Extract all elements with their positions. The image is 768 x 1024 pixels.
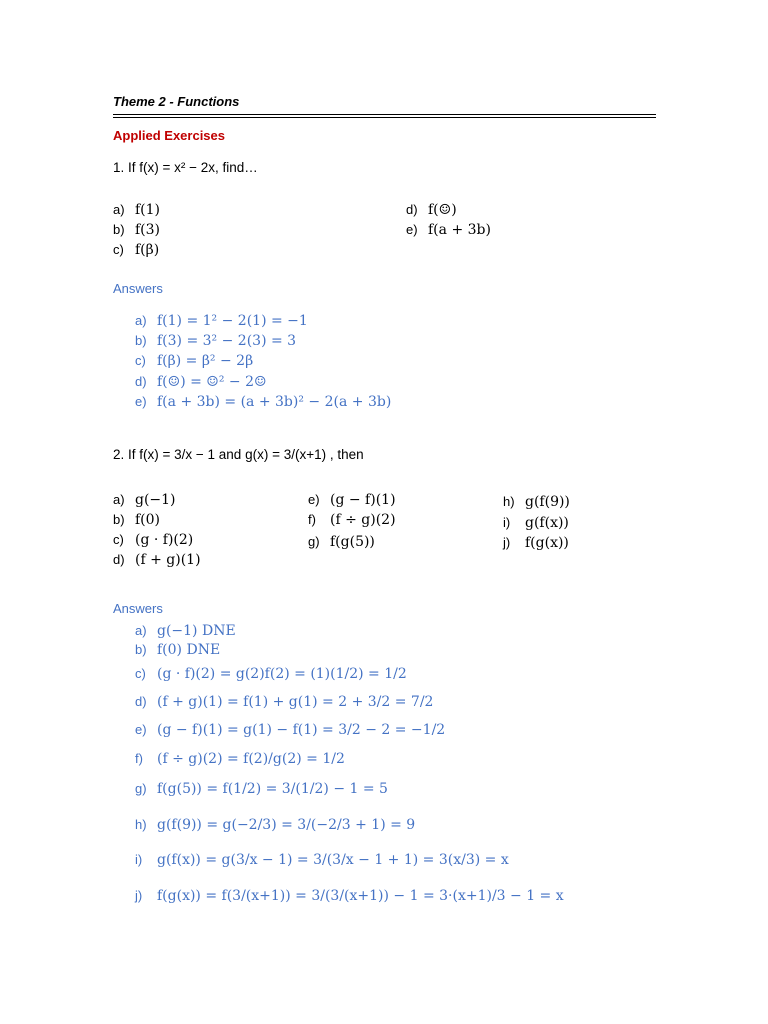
q1-answer-d [135, 373, 267, 390]
q1-part-b [113, 221, 160, 238]
title-rule-bottom [113, 117, 656, 118]
part-label: h) [503, 494, 515, 509]
answer-expr: (f ÷ g)(2) = f(2)/g(2) = 1/2 [157, 751, 345, 767]
part-expr: f(☺) [428, 202, 457, 218]
answer-label: e) [135, 394, 147, 409]
q2-answer-f [135, 750, 345, 767]
answer-label: a) [135, 623, 147, 638]
q2-part-h [503, 493, 570, 510]
part-label: c) [113, 242, 124, 257]
part-label: d) [406, 202, 418, 217]
q2-answer-i [135, 851, 509, 868]
part-expr: (f ÷ g)(2) [330, 512, 396, 528]
answer-label: g) [135, 781, 147, 796]
q2-part-a [113, 491, 176, 508]
answer-expr: (f + g)(1) = f(1) + g(1) = 2 + 3/2 = 7/2 [157, 694, 434, 710]
part-expr: f(0) [135, 512, 161, 528]
answer-label: c) [135, 353, 146, 368]
q2-part-d [113, 551, 201, 568]
part-label: a) [113, 202, 125, 217]
part-label: c) [113, 532, 124, 547]
answer-label: e) [135, 722, 147, 737]
part-expr: g(f(9)) [525, 494, 570, 510]
answer-expr: f(g(5)) = f(1/2) = 3/(1/2) − 1 = 5 [157, 781, 388, 797]
question-2-prompt: 2. If f(x) = 3/x − 1 and g(x) = 3/(x+1) , then [113, 447, 364, 462]
part-expr: f(g(x)) [525, 535, 569, 551]
q2-answer-d [135, 693, 433, 710]
q2-answer-c [135, 665, 407, 682]
answer-label: c) [135, 666, 146, 681]
part-label: i) [503, 515, 511, 530]
answer-expr: f(β) = β² − 2β [157, 353, 254, 369]
answer-expr: f(1) = 1² − 2(1) = −1 [157, 313, 308, 329]
section-heading: Applied Exercises [113, 128, 225, 143]
q1-answer-c [135, 352, 253, 369]
answer-label: b) [135, 333, 147, 348]
part-label: d) [113, 552, 125, 567]
answer-expr: f(0) DNE [157, 642, 221, 658]
answer-label: h) [135, 817, 147, 832]
answer-expr: f(3) = 3² − 2(3) = 3 [157, 333, 297, 349]
answer-expr: f(a + 3b) = (a + 3b)² − 2(a + 3b) [157, 394, 392, 410]
q2-answer-h [135, 816, 415, 833]
part-label: b) [113, 222, 125, 237]
part-expr: f(1) [135, 202, 161, 218]
part-expr: f(β) [135, 242, 160, 258]
q2-part-j [503, 534, 569, 551]
q2-part-c [113, 531, 193, 548]
part-expr: (g · f)(2) [135, 532, 194, 548]
q2-answer-e [135, 721, 445, 738]
part-label: a) [113, 492, 125, 507]
q1-answer-b [135, 332, 296, 349]
q1-part-c [113, 241, 159, 258]
q2-answer-j [135, 887, 564, 904]
part-expr: f(g(5)) [330, 534, 375, 550]
q1-answer-a [135, 312, 308, 329]
answer-expr: f(☺) = ☺² − 2☺ [157, 374, 267, 390]
q2-part-i [503, 514, 569, 531]
q2-part-e [308, 491, 396, 508]
question-1-prompt: 1. If f(x) = x² − 2x, find… [113, 160, 258, 175]
q1-answer-e [135, 393, 391, 410]
part-label: e) [308, 492, 320, 507]
q2-answer-g [135, 780, 388, 797]
answer-label: d) [135, 374, 147, 389]
q1-part-a [113, 201, 160, 218]
part-label: j) [503, 535, 511, 550]
answer-label: a) [135, 313, 147, 328]
part-label: e) [406, 222, 418, 237]
q1-part-d [406, 201, 457, 218]
answer-expr: g(f(x)) = g(3/x − 1) = 3/(3/x − 1 + 1) = 3(x/3) = x [157, 852, 509, 868]
q2-answer-b [135, 641, 220, 658]
answer-expr: g(f(9)) = g(−2/3) = 3/(−2/3 + 1) = 9 [157, 817, 416, 833]
part-expr: f(3) [135, 222, 161, 238]
q2-part-b [113, 511, 160, 528]
part-label: g) [308, 534, 320, 549]
answer-label: f) [135, 751, 143, 766]
part-expr: g(f(x)) [525, 515, 569, 531]
answer-expr: f(g(x)) = f(3/(x+1)) = 3/(3/(x+1)) − 1 = 3·(x+1)/3 − 1 = x [157, 888, 564, 904]
part-expr: (g − f)(1) [330, 492, 396, 508]
answer-expr: g(−1) DNE [157, 623, 236, 639]
q2-answer-a [135, 622, 236, 639]
answer-expr: (g − f)(1) = g(1) − f(1) = 3/2 − 2 = −1/2 [157, 722, 446, 738]
answer-label: d) [135, 694, 147, 709]
answer-label: b) [135, 642, 147, 657]
answer-label: j) [135, 888, 143, 903]
answer-expr: (g · f)(2) = g(2)f(2) = (1)(1/2) = 1/2 [157, 666, 407, 682]
q1-answers-heading: Answers [113, 281, 163, 296]
title-rule-top [113, 114, 656, 115]
page-title: Theme 2 - Functions [113, 94, 240, 109]
part-label: f) [308, 512, 316, 527]
q2-part-g [308, 533, 375, 550]
part-expr: (f + g)(1) [135, 552, 201, 568]
q2-answers-heading: Answers [113, 601, 163, 616]
part-label: b) [113, 512, 125, 527]
part-expr: g(−1) [135, 492, 176, 508]
answer-label: i) [135, 852, 143, 867]
q2-part-f [308, 511, 396, 528]
part-expr: f(a + 3b) [428, 222, 491, 238]
q1-part-e [406, 221, 491, 238]
